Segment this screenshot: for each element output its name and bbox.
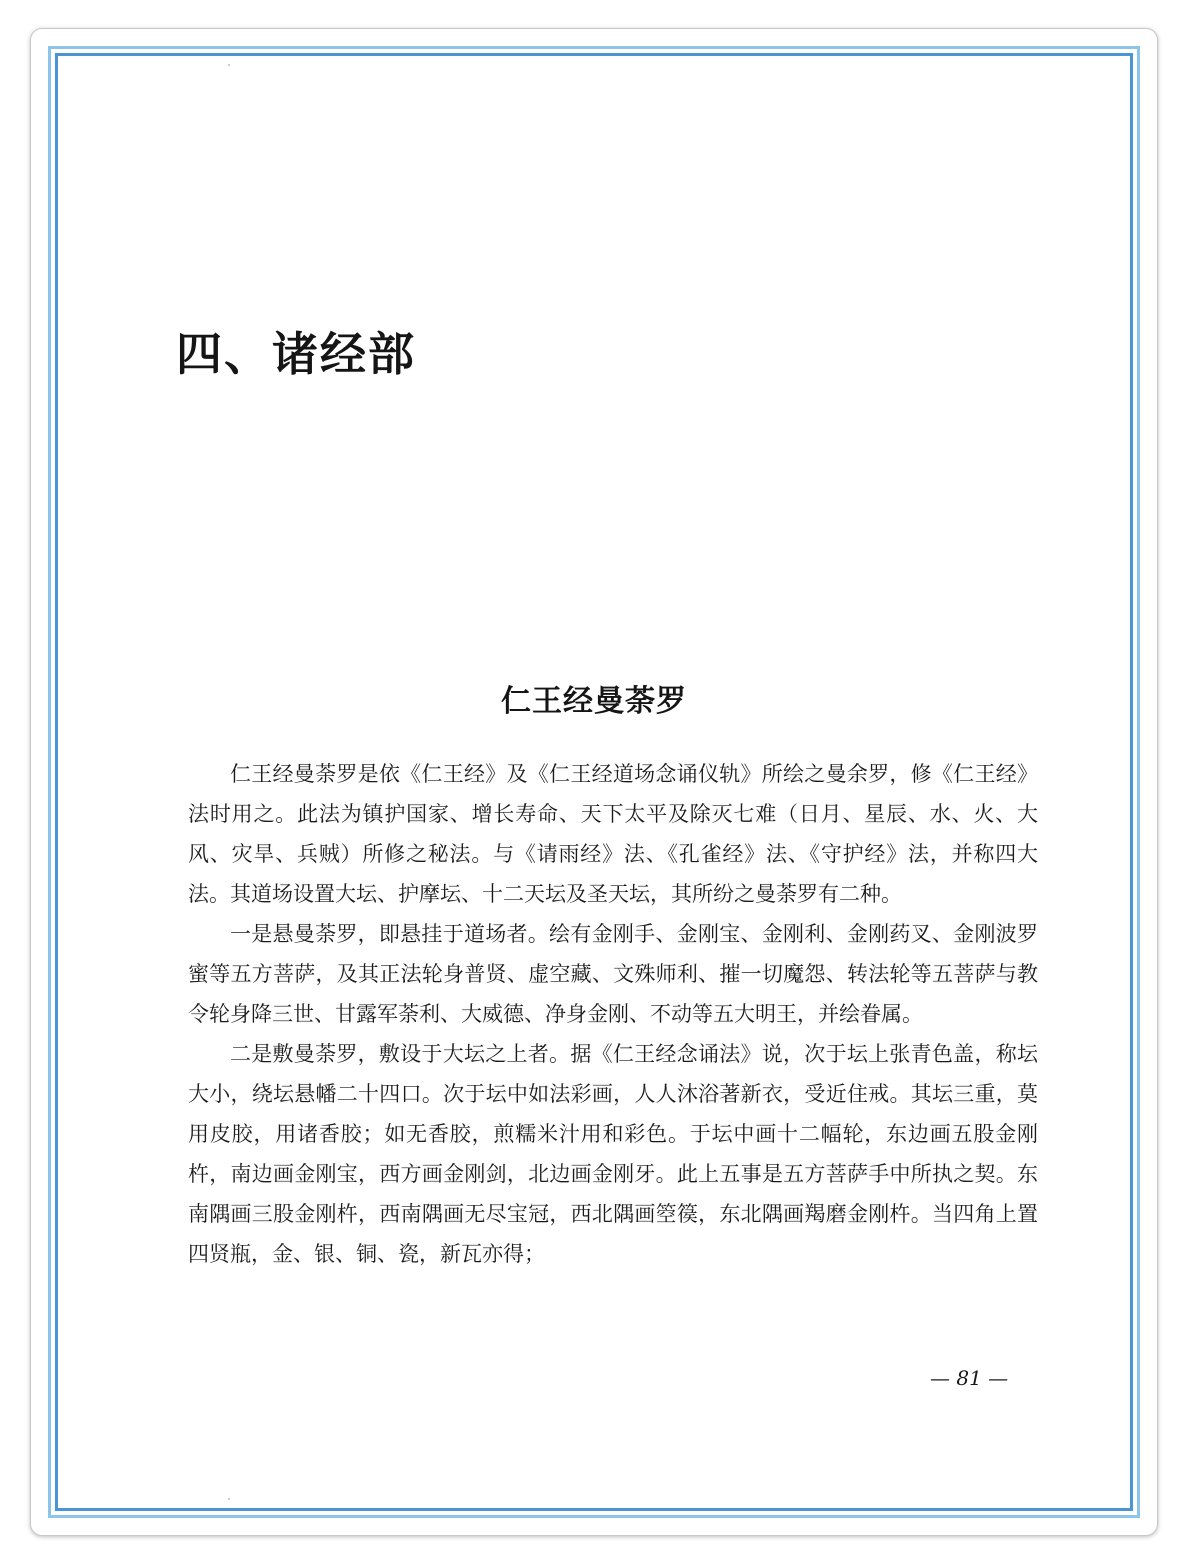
paragraph-1: 仁王经曼荼罗是依《仁王经》及《仁王经道场念诵仪轨》所绘之曼余罗，修《仁王经》法时用之。此法为镇护国家、增长寿命、天下太平及除灭七难（日月、星辰、水、火、大风、灾旱、兵贼）所修之秘法。与《请雨经》法、《孔雀经》法、《守护经》法，并称四大法。其道场设置大坛、护摩坛、十二天坛及圣天坛，其所纷之曼荼罗有二种。 xyxy=(188,762,1038,906)
body-text xyxy=(188,754,1038,1274)
paragraph-3: 二是敷曼荼罗，敷设于大坛之上者。据《仁王经念诵法》说，次于坛上张青色盖，称坛大小，绕坛悬幡二十四口。次于坛中如法彩画，人人沐浴著新衣，受近住戒。其坛三重，莫用皮胶，用诸香胶；如无香胶，煎糯米汁用和彩色。于坛中画十二幅轮，东边画五股金刚杵，南边画金刚宝，西方画金刚剑，北边画金刚牙。此上五事是五方菩萨手中所执之契。东南隅画三股金刚杵，西南隅画无尽宝冠，西北隅画箜篌，东北隅画羯磨金刚杵。当四角上置四贤瓶，金、银、铜、瓷，新瓦亦得； xyxy=(188,1042,1038,1266)
scan-speck xyxy=(228,64,230,66)
section-title: 仁王经曼荼罗 xyxy=(501,684,687,719)
page-number: — 81 — xyxy=(930,1366,1009,1390)
paragraph-2: 一是悬曼荼罗，即悬挂于道场者。绘有金刚手、金刚宝、金刚利、金刚药叉、金刚波罗蜜等五方菩萨，及其正法轮身普贤、虚空藏、文殊师利、摧一切魔怨、转法轮等五菩萨与教令轮身降三世、甘露军荼利、大威德、净身金刚、不动等五大明王，并绘眷属。 xyxy=(188,922,1038,1026)
scan-speck xyxy=(228,1498,230,1500)
chapter-title: 四、诸经部 xyxy=(176,327,416,381)
